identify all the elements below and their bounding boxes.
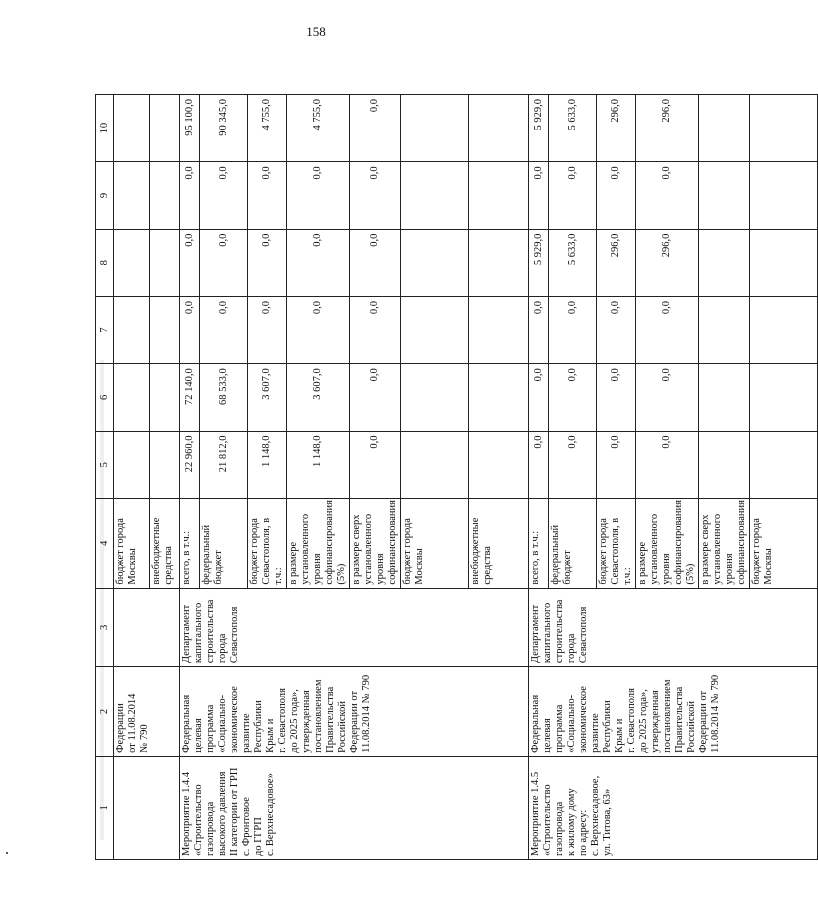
value-cell — [401, 364, 469, 431]
value-cell: 0,0 — [200, 162, 248, 229]
funding-source-cell: федеральный бюджет — [549, 498, 597, 588]
funding-source-cell: бюджет города Севастополя, в т.ч.: — [597, 498, 636, 588]
funding-source-cell: всего, в т.ч.: — [529, 498, 549, 588]
funding-source-cell: внебюджетные средства — [469, 498, 529, 588]
value-cell: 296,0 — [636, 95, 699, 162]
value-cell — [401, 162, 469, 229]
value-cell: 0,0 — [248, 296, 287, 363]
value-cell: 0,0 — [636, 162, 699, 229]
measure-cell-continued — [114, 756, 180, 859]
page-number: 158 — [306, 24, 326, 39]
scan-speck — [6, 852, 8, 854]
program-cell: Федеральная целевая программа «Социально- экономическое развитие Республики Крым и г. Севастополя до 2025 года», утвержденная постановлением Правительства Российской Федерации от 11.08.2014 № 790 — [180, 667, 529, 757]
value-cell: 0,0 — [350, 95, 401, 162]
header-cell: 9 — [96, 162, 114, 229]
value-cell: 0,0 — [287, 296, 350, 363]
value-cell: 296,0 — [597, 95, 636, 162]
value-cell — [150, 95, 180, 162]
value-cell: 1 148,0 — [248, 431, 287, 498]
value-cell — [114, 95, 150, 162]
value-cell: 0,0 — [597, 296, 636, 363]
value-cell: 95 100,0 — [180, 95, 200, 162]
value-cell — [469, 296, 529, 363]
funding-source-cell: всего, в т.ч.: — [180, 498, 200, 588]
value-cell — [469, 431, 529, 498]
value-cell: 0,0 — [180, 162, 200, 229]
header-cell: 2 — [96, 667, 114, 757]
funding-source-cell: бюджет города Москвы — [401, 498, 469, 588]
value-cell — [150, 364, 180, 431]
value-cell — [750, 162, 818, 229]
value-cell — [699, 364, 750, 431]
value-cell: 0,0 — [350, 431, 401, 498]
value-cell — [114, 162, 150, 229]
program-cell: Федеральная целевая программа «Социально- экономическое развитие Республики Крым и г. Севастополя до 2025 года», утвержденная постановлением Правительства Российской Федерации от 11.08.2014 № 790 — [529, 667, 818, 757]
value-cell — [150, 162, 180, 229]
funding-source-cell: бюджет города Севастополя, в т.ч.: — [248, 498, 287, 588]
value-cell — [150, 431, 180, 498]
value-cell — [401, 296, 469, 363]
value-cell: 0,0 — [350, 296, 401, 363]
value-cell — [401, 431, 469, 498]
value-cell: 0,0 — [248, 229, 287, 296]
value-cell — [469, 364, 529, 431]
value-cell: 0,0 — [549, 431, 597, 498]
value-cell — [750, 431, 818, 498]
header-cell: 6 — [96, 364, 114, 431]
funding-source-cell: внебюджетные средства — [150, 498, 180, 588]
header-cell: 7 — [96, 296, 114, 363]
value-cell: 0,0 — [350, 162, 401, 229]
table-row — [180, 95, 200, 860]
value-cell: 0,0 — [549, 364, 597, 431]
header-row — [96, 95, 114, 860]
value-cell — [699, 162, 750, 229]
header-cell: 10 — [96, 95, 114, 162]
value-cell: 22 960,0 — [180, 431, 200, 498]
funding-source-cell: в размере установленного уровня софинансирования (5%) — [636, 498, 699, 588]
funding-source-cell: федеральный бюджет — [200, 498, 248, 588]
value-cell: 296,0 — [597, 229, 636, 296]
header-cell: 5 — [96, 431, 114, 498]
value-cell: 68 533,0 — [200, 364, 248, 431]
value-cell — [699, 95, 750, 162]
value-cell: 0,0 — [180, 229, 200, 296]
value-cell: 0,0 — [350, 229, 401, 296]
value-cell: 5 929,0 — [529, 229, 549, 296]
value-cell — [699, 229, 750, 296]
value-cell: 3 607,0 — [287, 364, 350, 431]
value-cell: 0,0 — [597, 162, 636, 229]
value-cell — [150, 296, 180, 363]
program-cell: Федерации от 11.08.2014 № 790 — [114, 667, 180, 757]
value-cell — [699, 296, 750, 363]
funding-source-cell: бюджет города Москвы — [750, 498, 818, 588]
value-cell: 0,0 — [636, 431, 699, 498]
value-cell: 21 812,0 — [200, 431, 248, 498]
header-cell: 4 — [96, 498, 114, 588]
value-cell: 0,0 — [636, 296, 699, 363]
table-row — [529, 95, 549, 860]
value-cell: 0,0 — [529, 296, 549, 363]
funding-source-cell: в размере сверх установленного уровня софинансирования — [350, 498, 401, 588]
value-cell: 0,0 — [529, 431, 549, 498]
value-cell — [699, 431, 750, 498]
measure-cell: Мероприятие 1.4.5 «Строительство газопровода к жилому дому по адресу: с. Верхнесадовое, ул. Титова, 63» — [529, 756, 818, 859]
header-cell: 8 — [96, 229, 114, 296]
value-cell: 0,0 — [597, 431, 636, 498]
table-row — [114, 95, 150, 860]
funding-source-cell: в размере сверх установленного уровня софинансирования — [699, 498, 750, 588]
value-cell — [150, 229, 180, 296]
value-cell: 0,0 — [636, 364, 699, 431]
value-cell — [469, 229, 529, 296]
value-cell: 0,0 — [350, 364, 401, 431]
value-cell: 90 345,0 — [200, 95, 248, 162]
value-cell — [401, 229, 469, 296]
table-body — [96, 95, 818, 860]
value-cell: 0,0 — [549, 162, 597, 229]
value-cell: 0,0 — [529, 162, 549, 229]
value-cell: 0,0 — [597, 364, 636, 431]
header-cell: 1 — [96, 756, 114, 859]
budget-table — [95, 94, 818, 860]
value-cell: 0,0 — [200, 229, 248, 296]
value-cell: 5 929,0 — [529, 95, 549, 162]
value-cell: 296,0 — [636, 229, 699, 296]
value-cell: 0,0 — [529, 364, 549, 431]
value-cell — [114, 296, 150, 363]
value-cell — [750, 296, 818, 363]
value-cell — [114, 229, 150, 296]
value-cell: 0,0 — [248, 162, 287, 229]
funding-source-cell: в размере установленного уровня софинансирования (5%) — [287, 498, 350, 588]
department-cell — [114, 588, 180, 667]
value-cell: 0,0 — [287, 162, 350, 229]
value-cell — [469, 162, 529, 229]
value-cell: 0,0 — [180, 296, 200, 363]
value-cell — [469, 95, 529, 162]
funding-source-cell: бюджет города Москвы — [114, 498, 150, 588]
value-cell — [750, 95, 818, 162]
value-cell: 3 607,0 — [248, 364, 287, 431]
value-cell: 0,0 — [287, 229, 350, 296]
value-cell — [114, 364, 150, 431]
value-cell: 1 148,0 — [287, 431, 350, 498]
value-cell — [750, 364, 818, 431]
value-cell: 0,0 — [549, 296, 597, 363]
value-cell — [401, 95, 469, 162]
department-cell: Департамент капитального строительства города Севастополя — [529, 588, 818, 667]
value-cell: 4 755,0 — [287, 95, 350, 162]
measure-cell: Мероприятие 1.4.4 «Строительство газопровода высокого давления II категории от ГРП с. Фронтовое до ГГРП с. Верхнесадовое» — [180, 756, 529, 859]
department-cell: Департамент капитального строительства города Севастополя — [180, 588, 529, 667]
value-cell: 72 140,0 — [180, 364, 200, 431]
value-cell — [114, 431, 150, 498]
rotated-table-container — [95, 94, 774, 860]
value-cell: 5 633,0 — [549, 95, 597, 162]
value-cell: 4 755,0 — [248, 95, 287, 162]
value-cell — [750, 229, 818, 296]
value-cell: 5 633,0 — [549, 229, 597, 296]
value-cell: 0,0 — [200, 296, 248, 363]
header-cell: 3 — [96, 588, 114, 667]
